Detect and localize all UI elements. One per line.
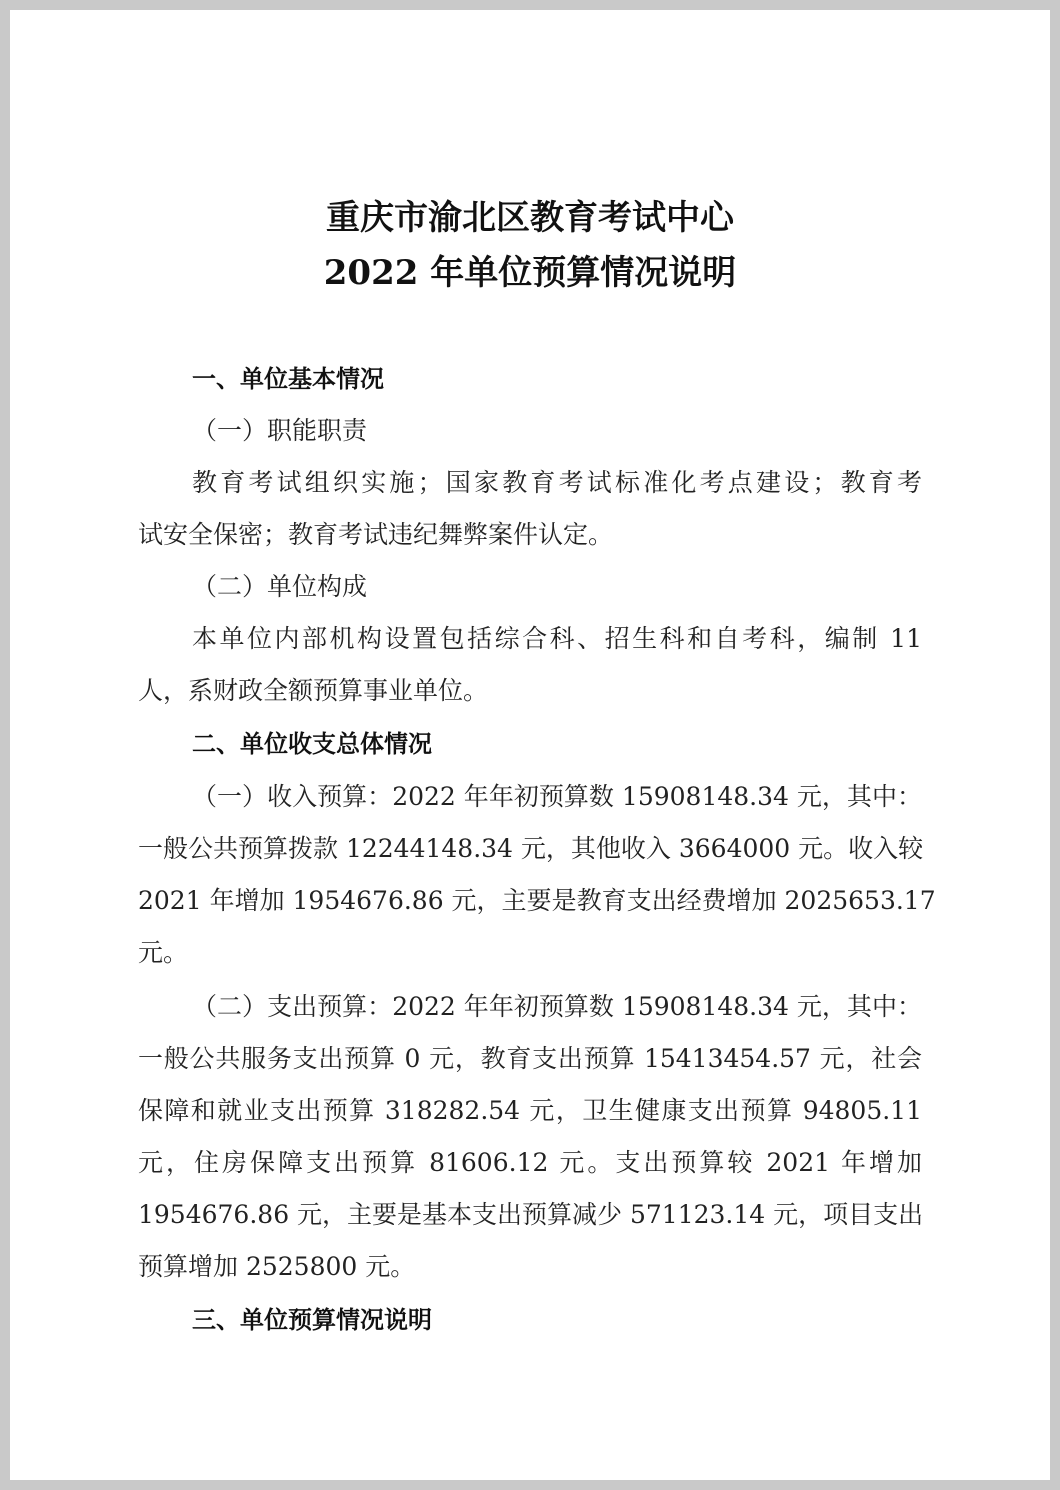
document-title-line2: 2022 年单位预算情况说明 [323,253,737,293]
paragraph-line: 元。 [138,938,189,967]
paragraph-line: 人，系财政全额预算事业单位。 [138,676,489,705]
subheading-functions: （一）职能职责 [192,416,368,445]
paragraph-line: （一）收入预算：2022 年年初预算数 15908148.34 元，其中： [192,782,922,811]
document-page [10,10,1050,1480]
paragraph-line: 保障和就业支出预算 318282.54 元，卫生健康支出预算 94805.11 [138,1096,922,1125]
section-heading-2: 二、单位收支总体情况 [192,730,432,758]
paragraph-line: 一般公共服务支出预算 0 元，教育支出预算 15413454.57 元，社会 [138,1044,922,1073]
subheading-structure: （二）单位构成 [192,572,368,601]
paragraph-line: 一般公共预算拨款 12244148.34 元，其他收入 3664000 元。收入较 [138,834,924,863]
paragraph-line: 试安全保密；教育考试违纪舞弊案件认定。 [138,520,614,549]
paragraph-line: （二）支出预算：2022 年年初预算数 15908148.34 元，其中： [192,992,922,1021]
paragraph-line: 预算增加 2525800 元。 [138,1252,416,1281]
document-title-line1: 重庆市渝北区教育考试中心 [326,198,734,238]
section-heading-3: 三、单位预算情况说明 [192,1306,432,1334]
paragraph-line: 教育考试组织实施；国家教育考试标准化考点建设；教育考 [192,468,922,497]
paragraph-line: 元，住房保障支出预算 81606.12 元。支出预算较 2021 年增加 [138,1148,922,1177]
paragraph-line: 本单位内部机构设置包括综合科、招生科和自考科，编制 11 [192,624,922,653]
paragraph-line: 1954676.86 元，主要是基本支出预算减少 571123.14 元，项目支出 [138,1200,924,1229]
paragraph-line: 2021 年增加 1954676.86 元，主要是教育支出经费增加 2025653.17 [138,886,936,915]
section-heading-1: 一、单位基本情况 [192,365,384,393]
